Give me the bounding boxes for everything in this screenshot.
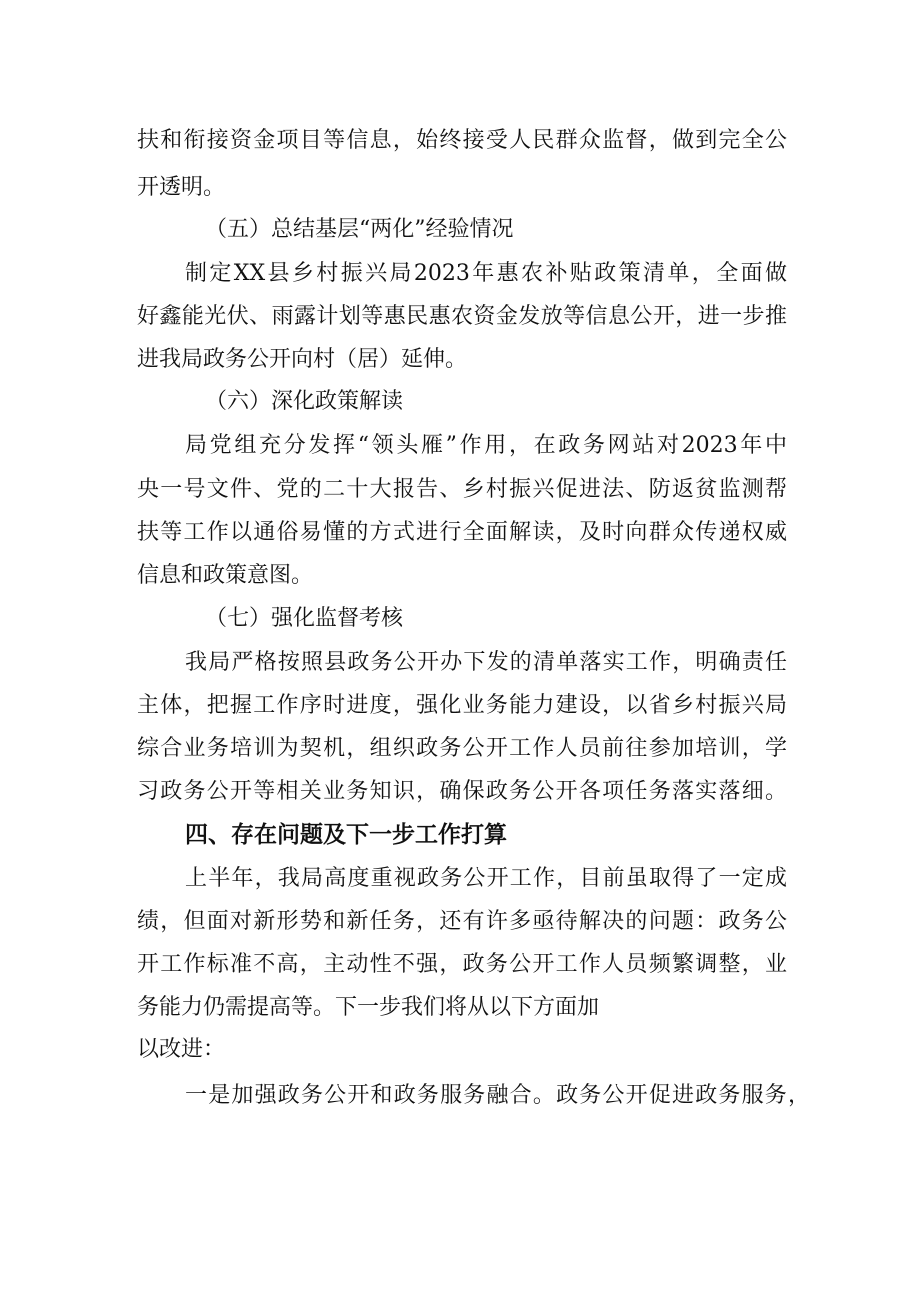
section-subheading: （五）总结基层“两化”经验情况 xyxy=(205,217,514,242)
paragraph-line: 上半年，我局高度重视政务公开工作，目前虽取得了一定成 xyxy=(185,866,787,891)
paragraph-line: 进我局政务公开向村（居）延伸。 xyxy=(137,347,468,372)
paragraph-line: 开透明。 xyxy=(137,175,226,200)
paragraph-line: 信息和政策意图。 xyxy=(137,563,314,588)
paragraph-line: 好鑫能光伏、雨露计划等惠民惠农资金发放等信息公开，进一步推 xyxy=(137,304,787,329)
section-subheading: （六）深化政策解读 xyxy=(205,389,404,414)
paragraph-line: 开工作标准不高，主动性不强，政务公开工作人员频繁调整，业 xyxy=(137,952,787,977)
section-heading: 四、存在问题及下一步工作打算 xyxy=(185,822,507,848)
section-subheading: （七）强化监督考核 xyxy=(205,606,404,631)
paragraph-line: 央一号文件、党的二十大报告、乡村振兴促进法、防返贫监测帮 xyxy=(137,477,787,502)
paragraph-line: 务能力仍需提高等。下一步我们将从以下方面加 xyxy=(137,995,600,1020)
paragraph-line: 局党组充分发挥“领头雁”作用，在政务网站对2023年中 xyxy=(185,433,787,458)
paragraph-line: 我局严格按照县政务公开办下发的清单落实工作，明确责任 xyxy=(185,650,787,675)
paragraph-line: 扶等工作以通俗易懂的方式进行全面解读，及时向群众传递权威 xyxy=(137,520,787,545)
paragraph-line: 主体，把握工作序时进度，强化业务能力建设，以省乡村振兴局 xyxy=(137,693,787,718)
paragraph-line: 绩，但面对新形势和新任务，还有许多亟待解决的问题：政务公 xyxy=(137,909,787,934)
paragraph-line: 扶和衔接资金项目等信息，始终接受人民群众监督，做到完全公 xyxy=(137,128,787,153)
paragraph-line: 一是加强政务公开和政务服务融合。政务公开促进政务服务， xyxy=(185,1083,810,1108)
paragraph-line: 综合业务培训为契机，组织政务公开工作人员前往参加培训，学 xyxy=(137,736,787,761)
paragraph-line: 以改进： xyxy=(137,1037,226,1062)
paragraph-line: 习政务公开等相关业务知识，确保政务公开各项任务落实落细。 xyxy=(137,779,787,804)
paragraph-line: 制定XX县乡村振兴局2023年惠农补贴政策清单，全面做 xyxy=(185,261,787,286)
